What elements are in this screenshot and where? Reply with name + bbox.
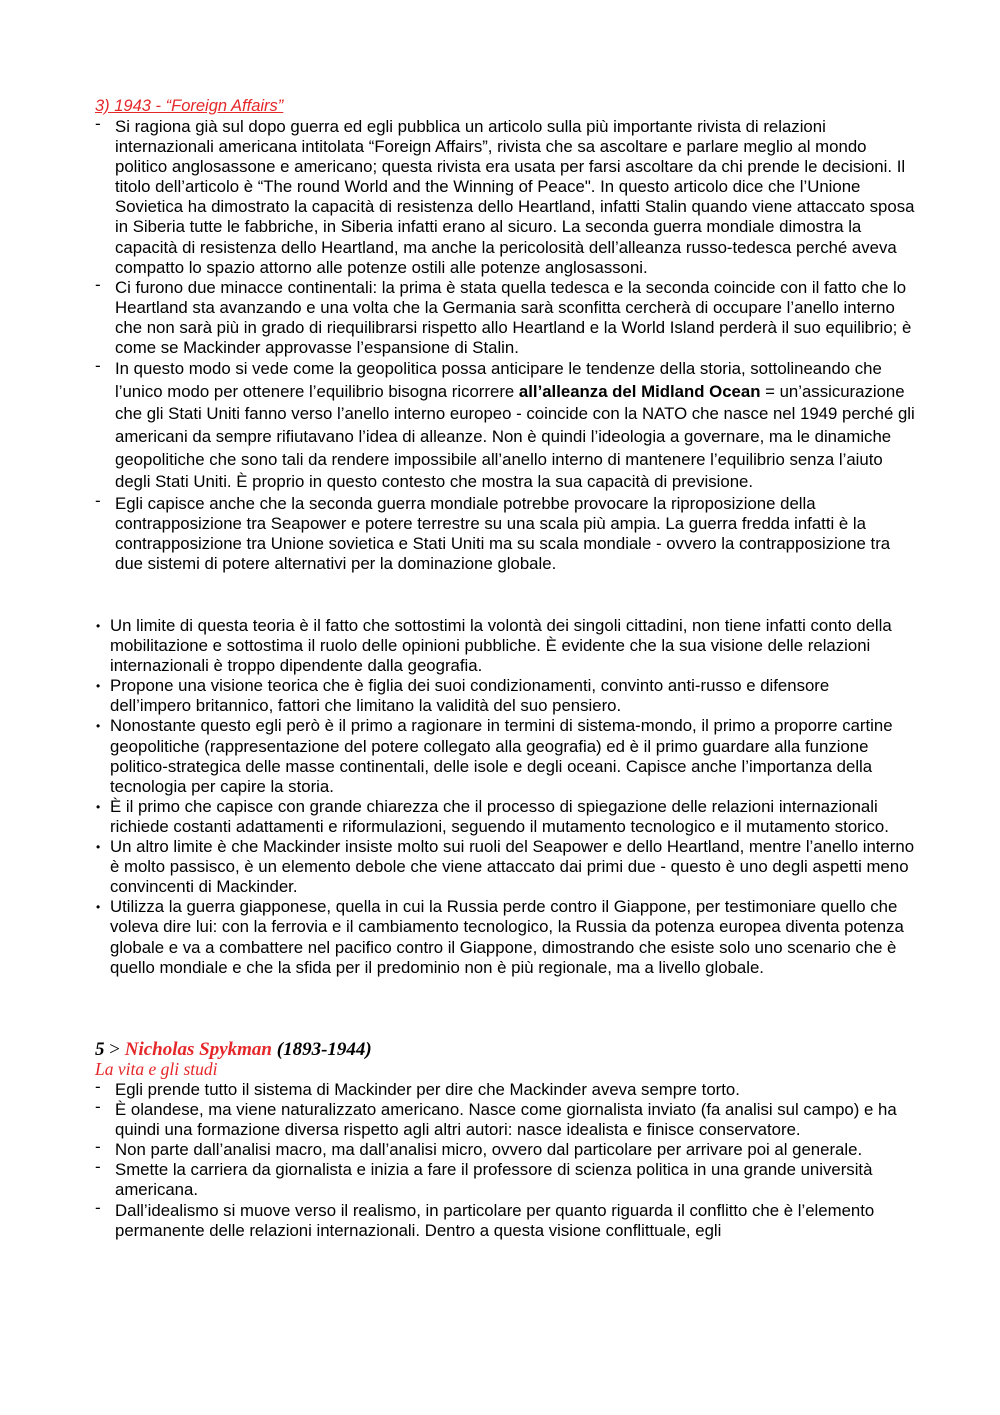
list-item-text: Smette la carriera da giornalista e inizia a fare il professore di scienza politica in una grande università americana.	[115, 1160, 873, 1200]
list-item-text: Nonostante questo egli però è il primo a ragionare in termini di sistema-mondo, il primo a proporre cartine geopolitiche (rappresentazione del potere collegato alla geografia) ed è il primo guardare alla funzione politico-strategica delle masse continentali, delle isole e degli oceani. Capisce anche l’importanza della tecnologia per capire la storia.	[110, 716, 893, 796]
list-item	[95, 114, 915, 278]
list-item	[95, 274, 915, 358]
list-item-text: È il primo che capisce con grande chiarezza che il processo di spiegazione delle relazioni internazionali richiede costanti adattamenti e riformulazioni, seguendo il mutamento tecnologico e il mutamento storico.	[110, 796, 889, 836]
bullet-marker: •	[96, 900, 101, 915]
list-item-text: Ci furono due minacce continentali: la prima è stata quella tedesca e la seconda coincide con il fatto che lo Heartland sta avanzando e una volta che la Germania sarà sconfitta cercherà di occupare l’anello interno che non sarà più in grado di riequilibrarsi rispetto allo Heartland e la World Island perderà il suo equilibrio; è come se Mackinder approvasse l’espansione di Stalin.	[115, 277, 912, 358]
dash-marker: -	[95, 356, 101, 376]
section-5-heading	[95, 1039, 372, 1061]
list-item	[95, 1137, 915, 1160]
dash-marker: -	[95, 114, 101, 133]
list-item	[95, 897, 915, 977]
bullet-marker: •	[96, 799, 101, 814]
list-item-text: Si ragiona già sul dopo guerra ed egli pubblica un articolo sulla più importante rivista di relazioni internazionali americana intitolata “Foreign Affairs”, rivista che sa ascoltare e parlare meglio al mondo politico anglosassone e americano; questa rivista era usata per farsi ascoltare da chi prende le decisioni. Il titolo dell’articolo è “The round World and the Winning of Peace". In questo articolo dice che l’Unione Sovietica ha dimostrato la capacità di resistenza dello Heartland, infatti Stalin quando viene attaccato sposa in Siberia tutte le fabbriche, in Siberia infatti erano al sicuro. La seconda guerra mondiale dimostra la capacità di resistenza dello Heartland, ma anche la pericolosità dell’alleanza russo-tedesca perché aveva compatto lo spazio attorno alle potenze ostili alle potenze anglosassoni.	[115, 117, 915, 277]
list-item-text: Un altro limite è che Mackinder insiste molto sui ruoli del Seapower e dello Heartland, mentre l’anello interno è molto passisco, è un elemento debole che viene attaccato dai primi due - questo è uno degli aspetti meno convincenti di Mackinder.	[110, 837, 915, 897]
list-item-text: È olandese, ma viene naturalizzato americano. Nasce come giornalista inviato (fa analisi sul campo) e ha quindi una formazione diversa rispetto agli altri autori: nasce idealista e finisce conservatore.	[115, 1100, 897, 1140]
list-item	[95, 797, 915, 837]
list-item	[95, 1077, 915, 1100]
list-item-text: Egli prende tutto il sistema di Mackinder per dire che Mackinder aveva sempre torto.	[115, 1080, 740, 1099]
section-5-dash-list	[95, 1077, 915, 1241]
bullet-marker: •	[96, 619, 101, 633]
bullet-list	[95, 616, 915, 978]
list-item	[95, 490, 915, 574]
author-years: (1893-1944)	[276, 1039, 372, 1060]
section-5-subtitle: La vita e gli studi	[95, 1059, 218, 1079]
list-item	[95, 716, 915, 796]
dash-marker: -	[95, 490, 101, 510]
list-item-text: Non parte dall’analisi macro, ma dall’analisi micro, ovvero dal particolare per arrivare poi al generale.	[115, 1140, 863, 1160]
bullet-marker: •	[96, 679, 101, 694]
list-item-text: Propone una visione teorica che è figlia dei suoi condizionamenti, convinto anti-russo e difensore dell’impero britannico, fattori che limitano la validità del suo pensiero.	[110, 676, 830, 716]
bullet-marker: •	[96, 840, 101, 855]
section-3-heading: 3) 1943 - “Foreign Affairs”	[95, 97, 284, 115]
list-item-text: = un’assicurazione che gli Stati Uniti fanno verso l’anello interno europeo - coincide con la NATO che nasce nel 1949 perché gli americani da sempre rifiutavano l’idea di alleanze. Non è quindi l’ideologia a governare, ma le dinamiche geopolitiche che sono tali da rendere impossibile all’anello interno di mantenere l’equilibrio senza l’aiuto degli Stati Uniti. È proprio in questo contesto che mostra la sua capacità di previsione.	[115, 381, 915, 492]
dash-marker: -	[95, 274, 101, 294]
list-item-text: Utilizza la guerra giapponese, quella in cui la Russia perde contro il Giappone, per testimoniare quello che voleva dire lui: con la ferrovia e il cambiamento tecnologico, la Russia da potenza europea diventa potenza globale e va a combattere nel pacifico contro il Giappone, dimostrando che esiste solo uno scenario che è quello mondiale e che la sfida per il predominio non è più regionale, ma a livello globale.	[110, 897, 904, 977]
list-item-text: Dall’idealismo si muove verso il realismo, in particolare per quanto riguarda il conflitto che è l’elemento permanente delle relazioni internazionali. Dentro a questa visione conflittuale, egli	[115, 1200, 875, 1240]
list-item-text: In questo modo si vede come la geopolitica possa anticipare le tendenze della storia, sottolineando che l’unico modo per ottenere l’equilibrio bisogna ricorrere	[115, 359, 882, 401]
dash-marker: -	[95, 1137, 101, 1157]
list-item-text: Egli capisce anche che la seconda guerra mondiale potrebbe provocare la riproposizione della contrapposizione tra Seapower e potere terrestre su una scala più ampia. La guerra fredda infatti è la contrapposizione tra Unione sovietica e Stati Uniti ma su scala mondiale - ovvero la contrapposizione tra due sistemi di potere alternativi per la dominazione globale.	[115, 493, 891, 573]
list-item	[95, 616, 915, 676]
dash-marker: -	[95, 1197, 101, 1217]
list-item	[95, 1197, 915, 1241]
arrow-glyph: >	[109, 1039, 120, 1060]
bold-term: all’alleanza del Midland Ocean	[518, 381, 761, 401]
list-item	[95, 358, 915, 494]
bullet-marker: •	[96, 719, 101, 734]
list-item-text: Un limite di questa teoria è il fatto che sottostimi la volontà dei singoli cittadini, non tiene infatti conto della mobilitazione e sottostima il ruolo delle opinioni pubbliche. È evidente che la sua visione delle relazioni internazionali è troppo dipendente dalla geografia.	[110, 616, 892, 676]
dash-marker: -	[95, 1077, 101, 1096]
list-item	[95, 837, 915, 897]
dash-marker: -	[95, 1157, 101, 1177]
section-number: 5	[95, 1039, 105, 1060]
section-3-dash-list	[95, 114, 915, 574]
list-item	[95, 1157, 915, 1200]
list-item	[95, 1097, 915, 1140]
author-name: Nicholas Spykman	[124, 1039, 272, 1060]
list-item	[95, 676, 915, 716]
dash-marker: -	[95, 1097, 101, 1117]
